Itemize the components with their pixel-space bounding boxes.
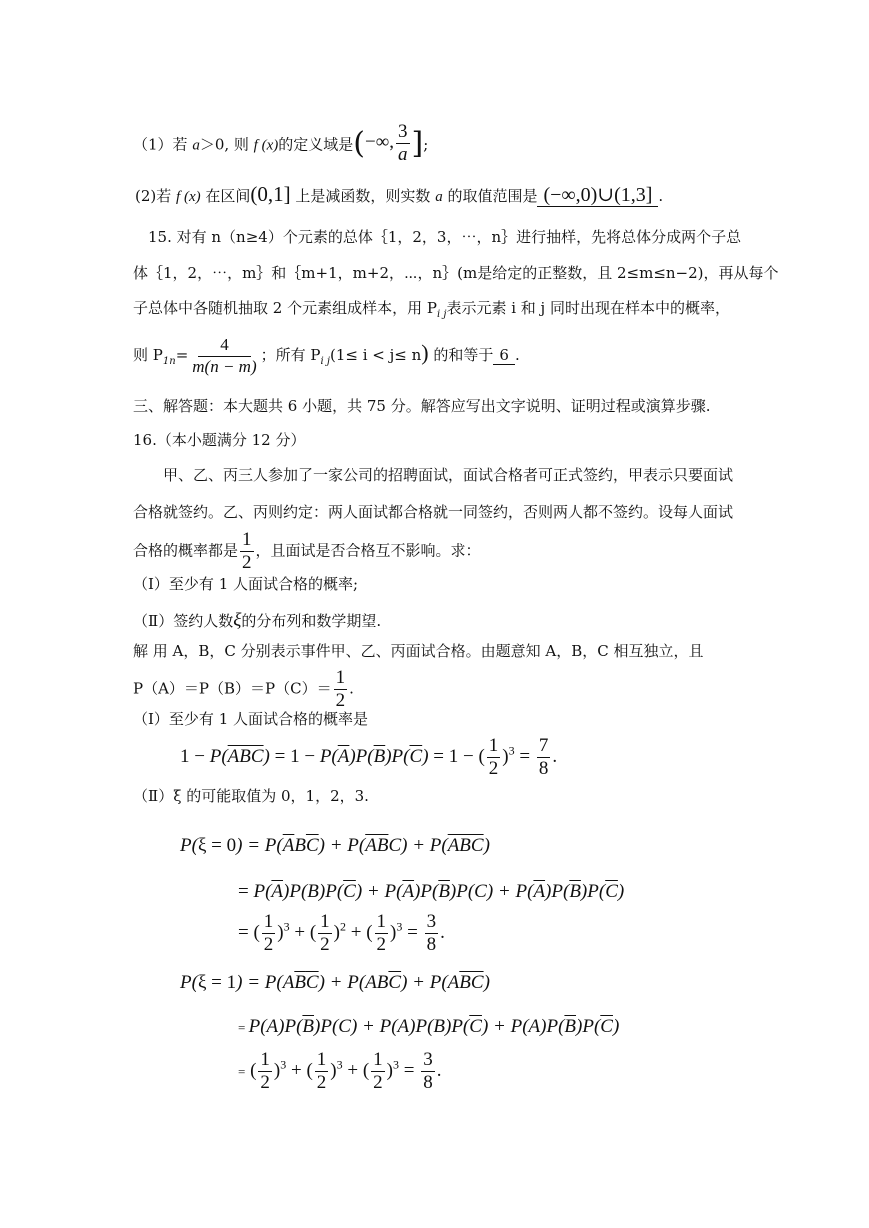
section-3-heading: 三、解答题：本大题共 6 小题，共 75 分。解答应写出文字说明、证明过程或演算步骤.: [133, 397, 711, 415]
q14-p2-mid2: 上是减函数，则实数: [290, 187, 436, 205]
q16-part1-formula: $1 - P(\overline{ABC}) = 1 - P(\overline{A})P(\overline{B})P(\overline{C}) = 1$ − ( $\frac{1}{2}$ )$^3$ = $\frac{7}{8}$ .: [180, 735, 558, 779]
q14-p2-var-a: a: [435, 189, 443, 205]
q14-p2-end: .: [658, 187, 664, 205]
q14-p1-interval: (−∞, $\frac{3}{a}$ ]: [353, 121, 424, 165]
eq-xi1-line3: = ( $\frac{1}{2}$ )$^3$ + ( $\frac{1}{2}$ )$^3$ + ( $\frac{1}{2}$ )$^3$ = $\frac{3}{8}$ .: [238, 1049, 442, 1093]
q15-answer: 6: [493, 348, 515, 365]
eq-xi0-line2: = $P(\overline{A})P(B)P(\overline{C}) + P(\overline{A})P(\overline{B})P(C) + P(\overline{A})P(\overline{B})P(\overline{C})$: [238, 881, 625, 902]
q14-p1-var-a: a: [192, 137, 200, 154]
q16-ask-2: （Ⅱ）签约人数ξ的分布列和数学期望.: [133, 610, 382, 631]
q16-para-line1: 甲、乙、丙三人参加了一家公司的招聘面试，面试合格者可正式签约，甲表示只要面试: [163, 466, 734, 484]
q16-part2-label: （Ⅱ）ξ 的可能取值为 0，1，2，3.: [133, 787, 369, 805]
q15-line3: 子总体中各随机抽取 2 个元素组成样本，用 $P_{i j}$表示元素 i 和 j 同时出现在样本中的概率，: [133, 299, 730, 320]
q14-p1-cond: ＞0, 则: [199, 135, 254, 154]
q16-solution-line2: P（A）＝P（B）＝P（C）＝ $\frac{1}{2}$ .: [133, 667, 354, 711]
q14-p2-interval: (0,1]: [250, 182, 291, 206]
q14-p2-prefix: (2)若: [135, 187, 177, 205]
q14-p2-fx: f (x): [176, 189, 201, 205]
eq-xi0-line3: = ( $\frac{1}{2}$ )$^3$ + ( $\frac{1}{2}$ )$^2$ + ( $\frac{1}{2}$ )$^3$ = $\frac{3}{8}$ .: [238, 911, 445, 955]
q14-p1-text: 的定义域是: [278, 135, 354, 154]
q14-part2: [135, 184, 663, 207]
q16-ask-1: （Ⅰ）至少有 1 人面试合格的概率;: [133, 575, 359, 593]
q14-p2-mid3: 的取值范围是: [442, 187, 538, 205]
q15-line1: 15. 对有 n（n≥4）个元素的总体｛1，2，3，⋯，n｝进行抽样，先将总体分成两个子总: [148, 228, 742, 246]
q14-p2-answer: (−∞,0)∪(1,3]: [537, 185, 658, 207]
q14-p1-fx: f (x): [253, 137, 279, 154]
q16-solution-line1: 解 用 A，B，C 分别表示事件甲、乙、丙面试合格。由题意知 A，B，C 相互独立，且: [133, 642, 704, 660]
q15-p1n-fraction: $\frac{4}{m(n - m)}$: [192, 335, 257, 376]
q14-p2-mid1: 在区间: [200, 187, 251, 205]
q16-title: 16.（本小题满分 12 分）: [133, 431, 306, 449]
q15-line2: 体｛1，2，⋯，m｝和｛m+1，m+2，⋯，n｝(m是给定的正整数，且 2≤m≤n−2)，再从每个: [133, 264, 779, 282]
q14-p1-end: ;: [423, 135, 429, 154]
q14-part1: [133, 121, 429, 167]
q16-part1-label: （Ⅰ）至少有 1 人面试合格的概率是: [133, 710, 369, 728]
q15-line4: 则 $P_{1n}=$ $\frac{4}{m(n - m)}$ ；所有 $P_{i j}(1\le i < j\le n)$ 的和等于 6 .: [133, 335, 520, 376]
q16-para-line3: 合格的概率都是 $\frac{1}{2}$ ，且面试是否合格互不影响。求：: [133, 529, 481, 573]
q16-para-line2: 合格就签约。乙、丙则约定：两人面试都合格就一同签约，否则两人都不签约。设每人面试: [133, 503, 734, 521]
eq-xi1-line1: $P(\xi = 1) = P(A\overline{B}\overline{C}) + P(AB\overline{C}) + P(A\overline{BC})$: [180, 972, 490, 993]
eq-xi1-line2: = $P(A)P(\overline{B})P(C) + P(A)P(B)P(\overline{C}) + P(A)P(\overline{B})P(\overline{C})$: [238, 1016, 620, 1037]
eq-xi0-line1: $P(\xi = 0) = P(\overline{A}B\overline{C}) + P(\overline{AB}C) + P(\overline{ABC})$: [180, 835, 490, 856]
q14-p1-prefix: （1）若: [133, 135, 193, 154]
